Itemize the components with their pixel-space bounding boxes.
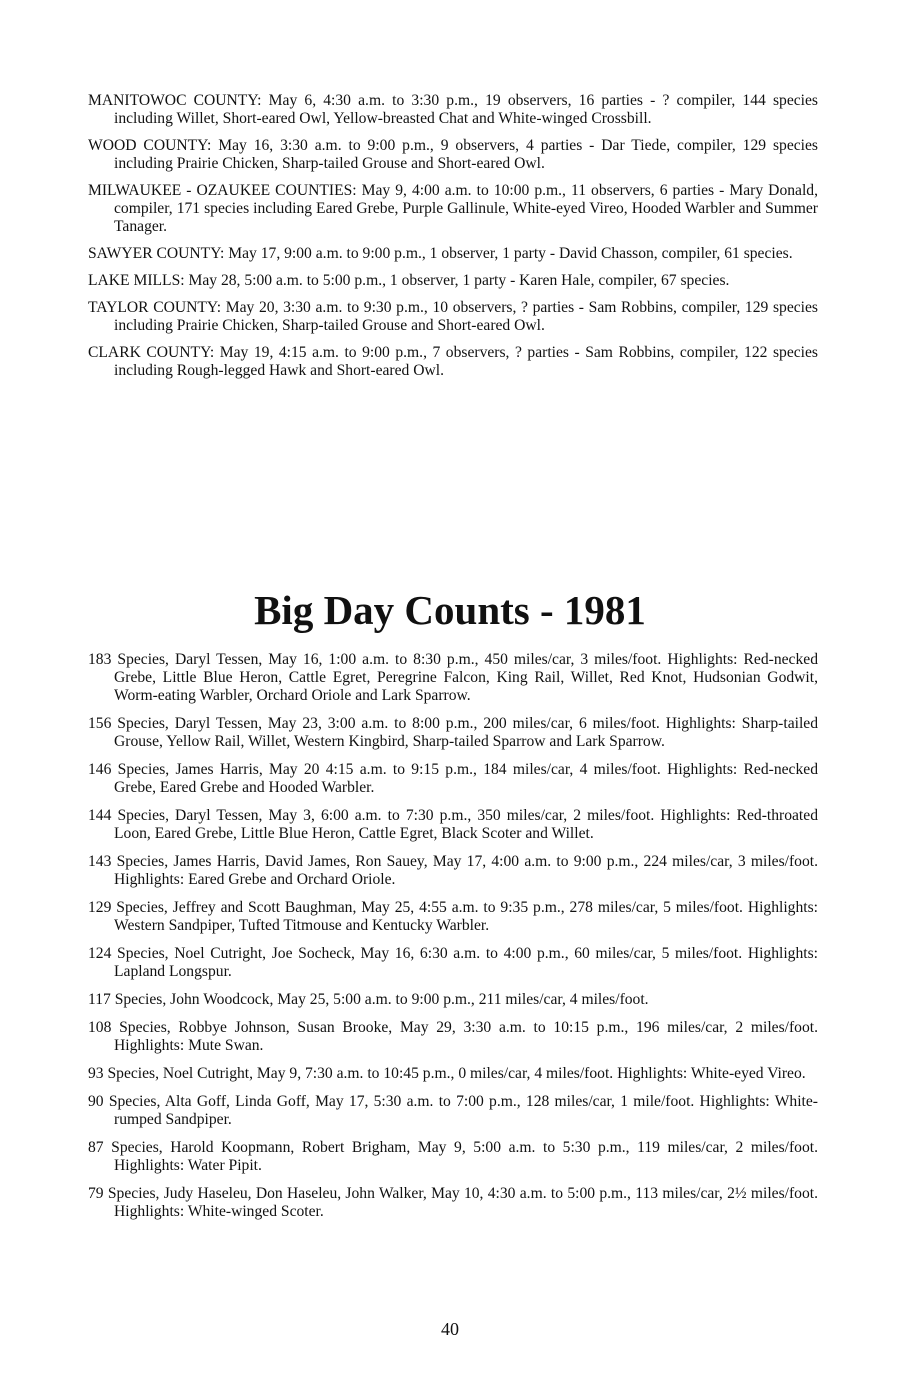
big-day-entry: 156 Species, Daryl Tessen, May 23, 3:00 a.m. to 8:00 p.m., 200 miles/car, 6 miles/foot. Highlights: Sharp-tailed Grouse, Yellow Rail, Willet, Western Kingbird, Sharp-tailed Sparrow and Lark Sparrow. [88, 715, 818, 750]
county-entry-milwaukee-ozaukee: MILWAUKEE - OZAUKEE COUNTIES: May 9, 4:00 a.m. to 10:00 p.m., 11 observers, 6 parties - Mary Donald, compiler, 171 species including Eared Grebe, Purple Gallinule, White-eyed Vireo, Hooded Warbler and Summer Tanager. [88, 182, 818, 235]
county-entry-manitowoc: MANITOWOC COUNTY: May 6, 4:30 a.m. to 3:30 p.m., 19 observers, 16 parties - ? compiler, 144 species including Willet, Short-eared Owl, Yellow-breasted Chat and White-winged Crossbill. [88, 92, 818, 127]
county-entry-clark: CLARK COUNTY: May 19, 4:15 a.m. to 9:00 p.m., 7 observers, ? parties - Sam Robbins, compiler, 122 species including Rough-legged Hawk and Short-eared Owl. [88, 344, 818, 379]
county-entry-taylor: TAYLOR COUNTY: May 20, 3:30 a.m. to 9:30 p.m., 10 observers, ? parties - Sam Robbins, compiler, 129 species including Prairie Chicken, Sharp-tailed Grouse and Short-eared Owl. [88, 299, 818, 334]
big-day-counts-list [88, 651, 818, 1231]
county-entry-lake-mills: LAKE MILLS: May 28, 5:00 a.m. to 5:00 p.m., 1 observer, 1 party - Karen Hale, compiler, 67 species. [88, 272, 730, 289]
big-day-entry: 183 Species, Daryl Tessen, May 16, 1:00 a.m. to 8:30 p.m., 450 miles/car, 3 miles/foot. Highlights: Red-necked Grebe, Little Blue Heron, Cattle Egret, Peregrine Falcon, King Rail, Willet, Red Knot, Hudsonian Godwit, Worm-eating Warbler, Orchard Oriole and Lark Sparrow. [88, 651, 818, 704]
big-day-entry: 79 Species, Judy Haseleu, Don Haseleu, John Walker, May 10, 4:30 a.m. to 5:00 p.m., 113 miles/car, 2½ miles/foot. Highlights: White-winged Scoter. [88, 1185, 818, 1220]
county-counts-section [88, 92, 818, 389]
big-day-entry: 117 Species, John Woodcock, May 25, 5:00 a.m. to 9:00 p.m., 211 miles/car, 4 miles/foot. [88, 991, 649, 1008]
big-day-entry: 87 Species, Harold Koopmann, Robert Brigham, May 9, 5:00 a.m. to 5:30 p.m., 119 miles/car, 2 miles/foot. Highlights: Water Pipit. [88, 1139, 818, 1174]
big-day-entry: 143 Species, James Harris, David James, Ron Sauey, May 17, 4:00 a.m. to 9:00 p.m., 224 miles/car, 3 miles/foot. Highlights: Eared Grebe and Orchard Oriole. [88, 853, 818, 888]
big-day-entry: 146 Species, James Harris, May 20 4:15 a.m. to 9:15 p.m., 184 miles/car, 4 miles/foot. Highlights: Red-necked Grebe, Eared Grebe and Hooded Warbler. [88, 761, 818, 796]
big-day-entry: 144 Species, Daryl Tessen, May 3, 6:00 a.m. to 7:30 p.m., 350 miles/car, 2 miles/foot. Highlights: Red-throated Loon, Eared Grebe, Little Blue Heron, Cattle Egret, Black Scoter and Willet. [88, 807, 818, 842]
county-entry-sawyer: SAWYER COUNTY: May 17, 9:00 a.m. to 9:00 p.m., 1 observer, 1 party - David Chasson, compiler, 61 species. [88, 245, 793, 262]
section-title: Big Day Counts - 1981 [254, 587, 646, 633]
big-day-entry: 108 Species, Robbye Johnson, Susan Brooke, May 29, 3:30 a.m. to 10:15 p.m., 196 miles/car, 2 miles/foot. Highlights: Mute Swan. [88, 1019, 818, 1054]
big-day-entry: 124 Species, Noel Cutright, Joe Socheck, May 16, 6:30 a.m. to 4:00 p.m., 60 miles/car, 5 miles/foot. Highlights: Lapland Longspur. [88, 945, 818, 980]
big-day-entry: 90 Species, Alta Goff, Linda Goff, May 17, 5:30 a.m. to 7:00 p.m., 128 miles/car, 1 mile/foot. Highlights: White-rumped Sandpiper. [88, 1093, 818, 1128]
county-entry-wood: WOOD COUNTY: May 16, 3:30 a.m. to 9:00 p.m., 9 observers, 4 parties - Dar Tiede, compiler, 129 species including Prairie Chicken, Sharp-tailed Grouse and Short-eared Owl. [88, 137, 818, 172]
big-day-entry: 93 Species, Noel Cutright, May 9, 7:30 a.m. to 10:45 p.m., 0 miles/car, 4 miles/foot. Highlights: White-eyed Vireo. [88, 1065, 806, 1082]
page-number: 40 [441, 1319, 459, 1339]
big-day-entry: 129 Species, Jeffrey and Scott Baughman, May 25, 4:55 a.m. to 9:35 p.m., 278 miles/car, 5 miles/foot. Highlights: Western Sandpiper, Tufted Titmouse and Kentucky Warbler. [88, 899, 818, 934]
